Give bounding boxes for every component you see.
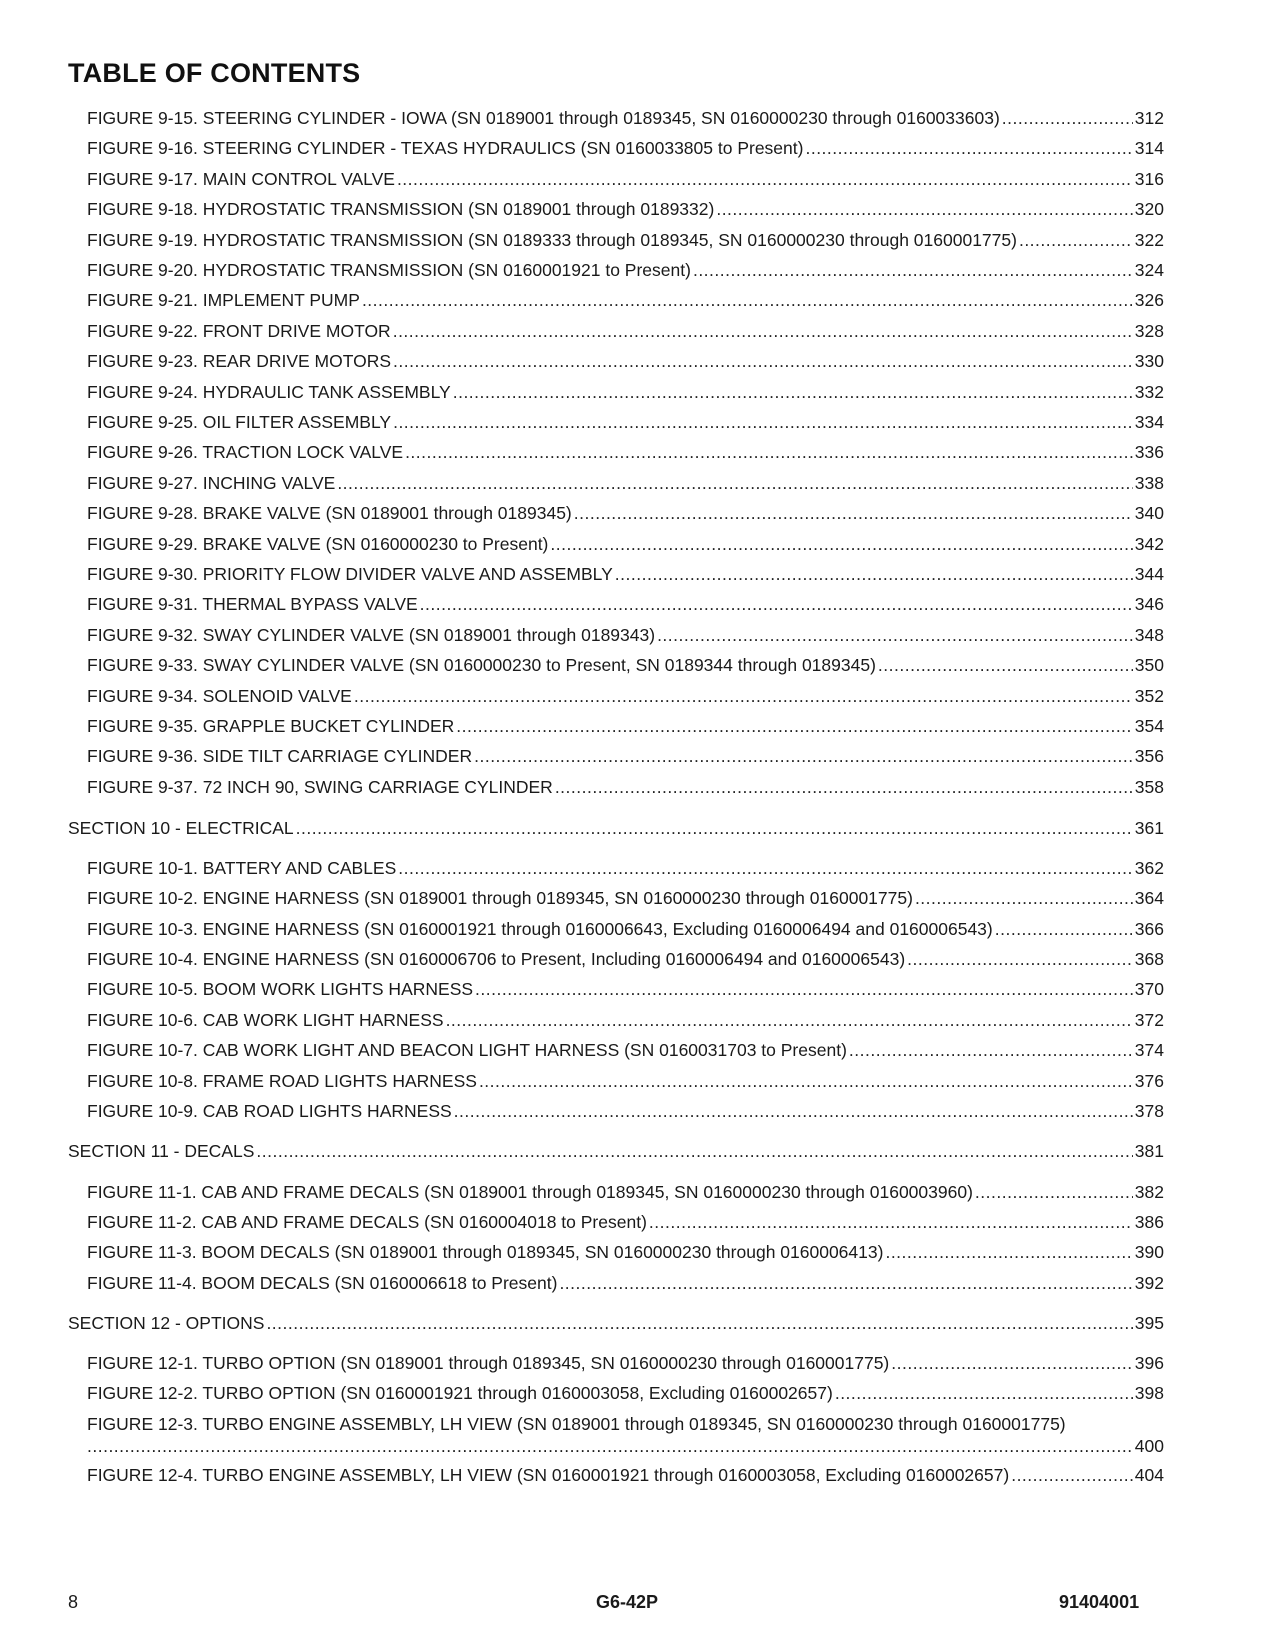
toc-entry-page: 390 xyxy=(1134,1242,1164,1262)
leader-dots xyxy=(474,745,1133,767)
toc-entry[interactable] xyxy=(87,229,1164,251)
toc-entry[interactable] xyxy=(87,411,1164,433)
leader-dots xyxy=(453,381,1133,403)
toc-entry-page: 374 xyxy=(1134,1040,1164,1060)
leader-dots xyxy=(574,502,1133,524)
toc-entry-title: FIGURE 11-3. BOOM DECALS (SN 0189001 through 0189345, SN 0160000230 through 0160006413) xyxy=(87,1242,884,1262)
toc-entry[interactable] xyxy=(87,624,1164,646)
leader-dots xyxy=(716,198,1132,220)
toc-entry[interactable] xyxy=(87,685,1164,707)
toc-entry-title: FIGURE 9-29. BRAKE VALVE (SN 0160000230 to Present) xyxy=(87,534,549,554)
toc-entry[interactable] xyxy=(87,381,1164,403)
toc-entry[interactable] xyxy=(87,320,1164,342)
toc-entry-title: FIGURE 11-1. CAB AND FRAME DECALS (SN 0189001 through 0189345, SN 0160000230 through 0160003960) xyxy=(87,1182,973,1202)
toc-entry[interactable] xyxy=(87,350,1164,372)
toc-entry-page: 352 xyxy=(1134,686,1164,706)
toc-entry-title: FIGURE 9-37. 72 INCH 90, SWING CARRIAGE CYLINDER xyxy=(87,777,553,797)
toc-entry-page: 376 xyxy=(1134,1071,1164,1091)
toc-entry[interactable] xyxy=(87,654,1164,676)
toc-entry-page: 340 xyxy=(1134,503,1164,523)
toc-entry[interactable] xyxy=(87,887,1164,909)
leader-dots xyxy=(805,137,1132,159)
toc-entry[interactable] xyxy=(87,948,1164,970)
toc-entry[interactable] xyxy=(87,1352,1164,1374)
toc-entry[interactable] xyxy=(87,1009,1164,1031)
leader-dots xyxy=(1011,1464,1133,1486)
toc-entry-title: SECTION 10 - ELECTRICAL xyxy=(68,818,294,838)
toc-entry-page: 396 xyxy=(1134,1353,1164,1373)
leader-dots xyxy=(354,685,1133,707)
toc-entry[interactable] xyxy=(87,918,1164,940)
leader-dots xyxy=(550,533,1132,555)
toc-entry-page: 350 xyxy=(1134,655,1164,675)
toc-entry-page: 312 xyxy=(1134,108,1164,128)
leader-dots xyxy=(475,978,1133,1000)
toc-entry-title: FIGURE 9-15. STEERING CYLINDER - IOWA (SN 0189001 through 0189345, SN 0160000230 through 0160033603) xyxy=(87,108,1000,128)
toc-entry-page: 356 xyxy=(1134,746,1164,766)
toc-entry-page: 316 xyxy=(1134,169,1164,189)
leader-dots xyxy=(657,624,1133,646)
leader-dots xyxy=(915,887,1133,909)
toc-entry-title: FIGURE 9-22. FRONT DRIVE MOTOR xyxy=(87,321,391,341)
leader-dots xyxy=(479,1070,1133,1092)
leader-dots xyxy=(849,1039,1133,1061)
toc-entry-title: FIGURE 9-36. SIDE TILT CARRIAGE CYLINDER xyxy=(87,746,473,766)
toc-entry-page: 354 xyxy=(1134,716,1164,736)
toc-entry-title: FIGURE 10-5. BOOM WORK LIGHTS HARNESS xyxy=(87,979,474,999)
toc-entry-page: 334 xyxy=(1134,412,1164,432)
toc-entry-page: 372 xyxy=(1134,1010,1164,1030)
toc-entry-title: FIGURE 9-17. MAIN CONTROL VALVE xyxy=(87,169,395,189)
toc-entry-page: 328 xyxy=(1134,321,1164,341)
page-title: TABLE OF CONTENTS xyxy=(68,58,361,88)
leader-dots xyxy=(446,1009,1133,1031)
toc-entry-leader-line xyxy=(87,1435,1164,1457)
toc-section-entry[interactable] xyxy=(68,817,1164,839)
leader-dots xyxy=(393,350,1133,372)
leader-dots xyxy=(907,948,1133,970)
toc-entry-title: FIGURE 9-23. REAR DRIVE MOTORS xyxy=(87,351,392,371)
toc-entry-page: 332 xyxy=(1134,382,1164,402)
leader-dots xyxy=(397,168,1133,190)
leader-dots xyxy=(885,1241,1132,1263)
leader-dots xyxy=(420,593,1133,615)
toc-entry-page: 338 xyxy=(1134,473,1164,493)
toc-entry-page: 344 xyxy=(1134,564,1164,584)
toc-entry[interactable] xyxy=(87,745,1164,767)
toc-entry-page: 320 xyxy=(1134,199,1164,219)
toc-entry-page: 395 xyxy=(1134,1313,1164,1333)
toc-entry-title: FIGURE 10-8. FRAME ROAD LIGHTS HARNESS xyxy=(87,1071,477,1091)
toc-entry-page: 381 xyxy=(1134,1141,1164,1161)
toc-entry-page: 400 xyxy=(1134,1436,1164,1456)
toc-entry-title: SECTION 11 - DECALS xyxy=(68,1141,255,1161)
toc-entry[interactable] xyxy=(87,198,1164,220)
toc-entry-page: 368 xyxy=(1134,949,1164,969)
leader-dots xyxy=(296,817,1133,839)
toc-entry-page: 358 xyxy=(1134,777,1164,797)
toc-entry-page: 370 xyxy=(1134,979,1164,999)
toc-entry[interactable] xyxy=(87,1039,1164,1061)
toc-section-entry[interactable] xyxy=(68,1312,1164,1334)
toc-entry-page: 342 xyxy=(1134,534,1164,554)
toc-entry-title: FIGURE 9-34. SOLENOID VALVE xyxy=(87,686,352,706)
toc-entry[interactable] xyxy=(87,289,1164,311)
toc-entry[interactable] xyxy=(87,857,1164,879)
toc-entry[interactable] xyxy=(87,1382,1164,1404)
toc-entry[interactable] xyxy=(87,168,1164,190)
toc-entry-page: 336 xyxy=(1134,442,1164,462)
toc-entry-page: 404 xyxy=(1134,1465,1164,1485)
footer-page-number: 8 xyxy=(68,1592,79,1612)
toc-entry[interactable] xyxy=(87,1464,1164,1486)
toc-entry[interactable] xyxy=(87,1181,1164,1203)
leader-dots xyxy=(878,654,1133,676)
toc-entry-page: 330 xyxy=(1134,351,1164,371)
leader-dots xyxy=(891,1352,1133,1374)
toc-entry-title: FIGURE 9-19. HYDROSTATIC TRANSMISSION (SN 0189333 through 0189345, SN 0160000230 through 0160001775) xyxy=(87,230,1017,250)
leader-dots xyxy=(1019,229,1133,251)
toc-entry[interactable] xyxy=(87,533,1164,555)
toc-entry-title: FIGURE 11-2. CAB AND FRAME DECALS (SN 0160004018 to Present) xyxy=(87,1212,647,1232)
toc-entry-page: 392 xyxy=(1134,1273,1164,1293)
leader-dots xyxy=(615,563,1133,585)
toc-entry-title: FIGURE 9-21. IMPLEMENT PUMP xyxy=(87,290,360,310)
toc-entry-title: FIGURE 12-3. TURBO ENGINE ASSEMBLY, LH VIEW (SN 0189001 through 0189345, SN 0160000230 through 0160001775) xyxy=(87,1414,1066,1434)
toc-entry-title: FIGURE 9-30. PRIORITY FLOW DIVIDER VALVE AND ASSEMBLY xyxy=(87,564,613,584)
toc-entry[interactable] xyxy=(87,502,1164,524)
toc-entry-title: FIGURE 9-32. SWAY CYLINDER VALVE (SN 0189001 through 0189343) xyxy=(87,625,656,645)
toc-entry[interactable] xyxy=(87,593,1164,615)
leader-dots xyxy=(266,1312,1132,1334)
leader-dots xyxy=(649,1211,1133,1233)
toc-entry-page: 322 xyxy=(1134,230,1164,250)
toc-entry-title: FIGURE 12-4. TURBO ENGINE ASSEMBLY, LH VIEW (SN 0160001921 through 0160003058, Excluding 0160002657) xyxy=(87,1465,1010,1485)
leader-dots xyxy=(393,320,1133,342)
toc-entry-title: FIGURE 10-3. ENGINE HARNESS (SN 0160001921 through 0160006643, Excluding 0160006494 and 0160006543) xyxy=(87,919,993,939)
toc-entry-title: FIGURE 9-24. HYDRAULIC TANK ASSEMBLY xyxy=(87,382,451,402)
leader-dots xyxy=(835,1382,1133,1404)
toc-entry-title: FIGURE 12-2. TURBO OPTION (SN 0160001921 through 0160003058, Excluding 0160002657) xyxy=(87,1383,833,1403)
leader-dots xyxy=(555,776,1133,798)
toc-entry-title: FIGURE 10-1. BATTERY AND CABLES xyxy=(87,858,397,878)
toc-entry-page: 362 xyxy=(1134,858,1164,878)
toc-entry-title: FIGURE 10-4. ENGINE HARNESS (SN 0160006706 to Present, Including 0160006494 and 0160006543) xyxy=(87,949,906,969)
toc-entry-title: FIGURE 9-16. STEERING CYLINDER - TEXAS HYDRAULICS (SN 0160033805 to Present) xyxy=(87,138,804,158)
leader-dots xyxy=(1002,107,1133,129)
toc-entry-page: 361 xyxy=(1134,818,1164,838)
leader-dots xyxy=(87,1435,1133,1457)
toc-entry-title: FIGURE 9-33. SWAY CYLINDER VALVE (SN 0160000230 to Present, SN 0189344 through 0189345) xyxy=(87,655,876,675)
toc-entry-page: 366 xyxy=(1134,919,1164,939)
leader-dots xyxy=(362,289,1133,311)
toc-entry-title: FIGURE 9-20. HYDROSTATIC TRANSMISSION (SN 0160001921 to Present) xyxy=(87,260,691,280)
toc-entry[interactable] xyxy=(87,1413,1164,1457)
toc-entry-page: 386 xyxy=(1134,1212,1164,1232)
leader-dots xyxy=(405,441,1133,463)
toc-entry-title: FIGURE 11-4. BOOM DECALS (SN 0160006618 to Present) xyxy=(87,1273,558,1293)
toc-entry-title: FIGURE 10-7. CAB WORK LIGHT AND BEACON LIGHT HARNESS (SN 0160031703 to Present) xyxy=(87,1040,847,1060)
toc-entry[interactable] xyxy=(87,978,1164,1000)
toc-entry-page: 326 xyxy=(1134,290,1164,310)
leader-dots xyxy=(456,715,1133,737)
leader-dots xyxy=(693,259,1133,281)
toc-entry[interactable] xyxy=(87,776,1164,798)
toc-entry-page: 348 xyxy=(1134,625,1164,645)
toc-entry-title: FIGURE 10-2. ENGINE HARNESS (SN 0189001 through 0189345, SN 0160000230 through 0160001775) xyxy=(87,888,913,908)
leader-dots xyxy=(454,1100,1133,1122)
toc-entry[interactable] xyxy=(87,441,1164,463)
toc-entry[interactable] xyxy=(87,715,1164,737)
toc-entry-page: 364 xyxy=(1134,888,1164,908)
toc-entry-title: FIGURE 9-35. GRAPPLE BUCKET CYLINDER xyxy=(87,716,455,736)
toc-entry[interactable] xyxy=(87,1100,1164,1122)
leader-dots xyxy=(995,918,1133,940)
toc-entry-title: FIGURE 9-28. BRAKE VALVE (SN 0189001 through 0189345) xyxy=(87,503,572,523)
toc-entry-title: FIGURE 9-26. TRACTION LOCK VALVE xyxy=(87,442,404,462)
footer-doc-number: 91404001 xyxy=(1059,1592,1140,1612)
toc-entry-page: 324 xyxy=(1134,260,1164,280)
toc-entry-page: 378 xyxy=(1134,1101,1164,1121)
footer-model: G6-42P xyxy=(596,1592,659,1612)
toc-entry[interactable] xyxy=(87,107,1164,129)
leader-dots xyxy=(337,472,1132,494)
toc-entry[interactable] xyxy=(87,1272,1164,1294)
leader-dots xyxy=(975,1181,1133,1203)
toc-entry-title: FIGURE 9-27. INCHING VALVE xyxy=(87,473,336,493)
toc-entry-page: 398 xyxy=(1134,1383,1164,1403)
toc-entry-title: FIGURE 9-25. OIL FILTER ASSEMBLY xyxy=(87,412,392,432)
toc-entry[interactable] xyxy=(87,137,1164,159)
toc-section-entry[interactable] xyxy=(68,1140,1164,1162)
toc-entry-page: 382 xyxy=(1134,1182,1164,1202)
toc-entry[interactable] xyxy=(87,1241,1164,1263)
toc-entry[interactable] xyxy=(87,472,1164,494)
toc-entry-page: 314 xyxy=(1134,138,1164,158)
toc-entry-title: FIGURE 12-1. TURBO OPTION (SN 0189001 through 0189345, SN 0160000230 through 0160001775) xyxy=(87,1353,890,1373)
toc-entry-page: 346 xyxy=(1134,594,1164,614)
toc-entry-title: FIGURE 9-18. HYDROSTATIC TRANSMISSION (SN 0189001 through 0189332) xyxy=(87,199,715,219)
toc-entry-title: SECTION 12 - OPTIONS xyxy=(68,1313,265,1333)
leader-dots xyxy=(559,1272,1132,1294)
toc-entry[interactable] xyxy=(87,259,1164,281)
leader-dots xyxy=(398,857,1133,879)
leader-dots xyxy=(393,411,1133,433)
toc-entry[interactable] xyxy=(87,1070,1164,1092)
toc-entry[interactable] xyxy=(87,563,1164,585)
toc-entry-title: FIGURE 10-9. CAB ROAD LIGHTS HARNESS xyxy=(87,1101,452,1121)
toc-entry-title: FIGURE 10-6. CAB WORK LIGHT HARNESS xyxy=(87,1010,444,1030)
toc-entry-title: FIGURE 9-31. THERMAL BYPASS VALVE xyxy=(87,594,418,614)
leader-dots xyxy=(256,1140,1132,1162)
toc-entry[interactable] xyxy=(87,1211,1164,1233)
